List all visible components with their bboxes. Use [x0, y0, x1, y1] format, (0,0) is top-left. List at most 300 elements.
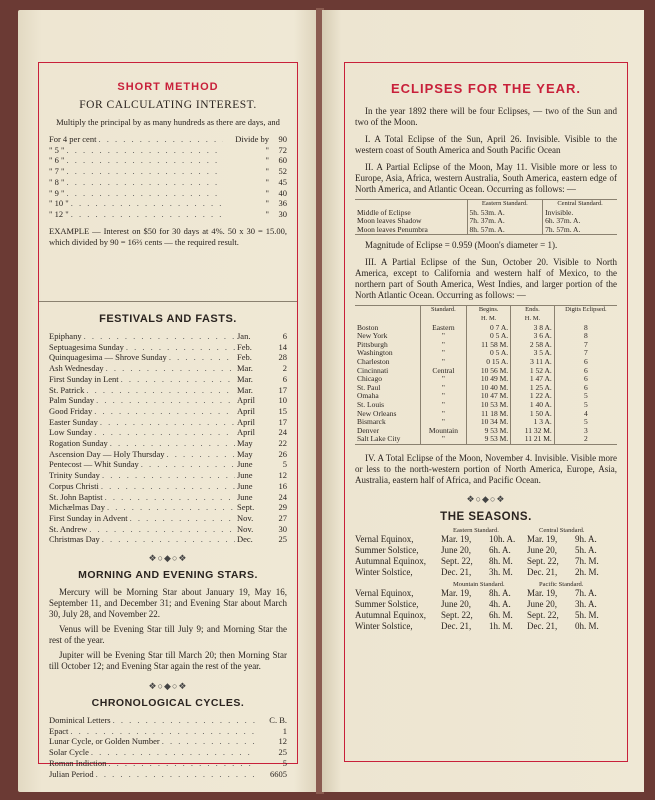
cycle-row	[49, 715, 287, 726]
festival-name: St. Andrew	[49, 523, 88, 534]
moon-table-row	[355, 226, 617, 235]
left-page-frame	[38, 62, 298, 779]
season-time: 6h. M.	[489, 609, 513, 620]
interest-divide-label: "	[265, 155, 269, 166]
interest-rate: " 8 "	[49, 176, 65, 187]
season-name: Vernal Equinox,	[355, 533, 414, 544]
cycle-value: 1	[282, 725, 287, 736]
leader-dots	[167, 449, 235, 460]
sun-digits: 5	[554, 392, 617, 401]
leader-dots	[96, 769, 255, 780]
festival-month: Mar.	[237, 363, 253, 374]
sun-standard: Eastern	[420, 324, 467, 333]
season-date: June 20,	[441, 598, 471, 609]
festival-name: St. John Baptist	[49, 491, 103, 502]
interest-rate: " 5 "	[49, 144, 65, 155]
season-date: Sept. 22,	[441, 555, 473, 566]
festival-month: April	[237, 416, 255, 427]
festival-month: Nov.	[237, 512, 254, 523]
festival-row	[49, 352, 287, 363]
sun-city: Boston	[357, 322, 379, 332]
festival-row	[49, 459, 287, 470]
festival-day: 17	[278, 384, 287, 395]
moon-col-central: Central Standard.	[543, 200, 617, 209]
interest-divide-label: "	[265, 166, 269, 177]
leader-dots	[70, 726, 255, 737]
eclipse-3: III. A Partial Eclipse of the Sun, October 20. Visible to North America, except to California and western half of Mexico, to the northern part of South America, West Indies, and larger portion of the North Atlantic Ocean. Occurring as follows: —	[355, 257, 617, 301]
festival-name: Pentecost — Whit Sunday	[49, 459, 139, 470]
interest-row	[49, 209, 287, 220]
seasons-header-b	[355, 581, 617, 588]
season-name: Autumnal Equinox,	[355, 609, 426, 620]
sun-eclipse-table	[355, 305, 617, 445]
season-date: Dec. 21,	[527, 620, 558, 631]
festival-row	[49, 524, 287, 535]
season-time: 6h. A.	[489, 544, 511, 555]
season-time: 1h. M.	[489, 620, 513, 631]
festival-day: 26	[278, 448, 287, 459]
season-row	[355, 534, 617, 545]
cycle-row	[49, 769, 287, 780]
sun-ends: 1 25 A.	[511, 384, 555, 393]
leader-dots	[94, 406, 235, 417]
festival-name: Rogation Sunday	[49, 438, 108, 449]
festival-row	[49, 534, 287, 545]
season-date: Mar. 19,	[527, 533, 558, 544]
festival-row	[49, 513, 287, 524]
sun-city: New York	[357, 331, 388, 341]
interest-rate: " 9 "	[49, 187, 65, 198]
leader-dots	[66, 166, 223, 177]
eclipses-section	[355, 81, 617, 632]
leader-dots	[71, 198, 223, 209]
season-time: 9h. A.	[575, 533, 597, 544]
right-page	[322, 10, 644, 792]
season-time: 4h. A.	[489, 598, 511, 609]
cycle-row	[49, 758, 287, 769]
festival-month: Jan.	[237, 331, 251, 341]
festival-day: 30	[278, 523, 287, 534]
moon-eastern-time: 7h. 37m. A.	[467, 217, 543, 226]
festival-day: 14	[278, 341, 287, 352]
festival-row	[49, 363, 287, 374]
festival-month: April	[237, 395, 255, 406]
sun-begins: 10 40 M.	[467, 384, 511, 393]
season-row	[355, 610, 617, 621]
cycle-name: Epact	[49, 725, 69, 736]
sun-table-row	[355, 324, 617, 333]
sun-ends: 2 58 A.	[511, 341, 555, 350]
festival-month: Nov.	[237, 523, 254, 534]
festival-month: May	[237, 448, 253, 459]
seasons-col-mountain: Mountain Standard.	[453, 580, 505, 588]
stars-venus: Venus will be Evening Star till July 9; and Morning Star the rest of the year.	[49, 624, 287, 645]
festival-row	[49, 331, 287, 342]
sun-digits: 6	[554, 367, 617, 376]
season-name: Winter Solstice,	[355, 620, 413, 631]
sun-city: Pittsburgh	[357, 339, 388, 349]
interest-row	[49, 177, 287, 188]
sun-standard: Mountain	[420, 427, 467, 436]
sun-begins: 11 58 M.	[467, 341, 511, 350]
festival-name: Trinity Sunday	[49, 470, 100, 481]
cycle-row	[49, 726, 287, 737]
eclipse-1: I. A Total Eclipse of the Sun, April 26. Invisible. Visible to the western coast of South America and South Pacific Ocean	[355, 134, 617, 155]
interest-rate: " 7 "	[49, 166, 65, 177]
festival-name: First Sunday in Advent	[49, 512, 128, 523]
sun-digits: 3	[554, 427, 617, 436]
season-date: Mar. 19,	[441, 587, 472, 598]
sun-city: Denver	[357, 425, 380, 435]
interest-divisor: 45	[278, 176, 287, 187]
leader-dots	[98, 134, 223, 145]
stars-mercury: Mercury will be Morning Star about January 19, May 16, September 11, and December 31; and Evening Star about March 30, July 28, and November 22.	[49, 587, 287, 619]
festivals-title: FESTIVALS AND FASTS.	[99, 313, 237, 325]
season-name: Vernal Equinox,	[355, 587, 414, 598]
interest-rate: " 6 "	[49, 155, 65, 166]
interest-divisor: 30	[278, 208, 287, 219]
season-date: Dec. 21,	[441, 566, 472, 577]
seasons-table-b	[355, 588, 617, 632]
festival-day: 27	[278, 512, 287, 523]
sun-city: Omaha	[357, 391, 379, 401]
cycle-row	[49, 736, 287, 747]
sun-unit-begins: H. M.	[467, 315, 511, 324]
festival-row	[49, 417, 287, 428]
interest-rate: " 10 "	[49, 198, 69, 209]
festival-month: Feb.	[237, 341, 252, 352]
sun-begins: 0 5 A.	[467, 332, 511, 341]
festival-row	[49, 481, 287, 492]
sun-digits: 5	[554, 418, 617, 427]
stars-jupiter: Jupiter will be Evening Star till March 20; then Morning Star till October 12; and Evening Star again the rest of the year.	[49, 650, 287, 671]
sun-standard: "	[420, 341, 467, 350]
sun-begins: 9 53 M.	[467, 435, 511, 444]
eclipse-2: II. A Partial Eclipse of the Moon, May 11. Visible more or less to Europe, Asia, Africa, western Australia, South America, eastern edge of North America, and Atlantic Ocean. Occurring as follows: —	[355, 162, 617, 194]
sun-standard: "	[420, 410, 467, 419]
season-date: Sept. 22,	[527, 609, 559, 620]
season-date: June 20,	[527, 544, 557, 555]
festival-month: April	[237, 405, 255, 416]
leader-dots	[126, 342, 235, 353]
festival-name: First Sunday in Lent	[49, 373, 119, 384]
moon-eastern-time: 8h. 57m. A.	[467, 226, 543, 235]
festival-row	[49, 385, 287, 396]
festival-name: Michælmas Day	[49, 502, 105, 513]
moon-eclipse-table	[355, 199, 617, 235]
festivals-list	[49, 331, 287, 545]
season-date: Mar. 19,	[441, 533, 472, 544]
right-page-frame	[344, 62, 628, 762]
sun-digits: 8	[554, 332, 617, 341]
cycle-name: Roman Indiction	[49, 757, 107, 768]
festival-name: St. Patrick	[49, 384, 85, 395]
short-method-section	[49, 81, 287, 248]
festival-month: May	[237, 438, 253, 449]
festival-day: 22	[278, 438, 287, 449]
sun-begins: 10 47 M.	[467, 392, 511, 401]
sun-ends: 1 50 A.	[511, 410, 555, 419]
sun-digits: 6	[554, 375, 617, 384]
festival-day: 5	[282, 459, 287, 470]
festival-name: Epiphany	[49, 331, 82, 341]
interest-row	[49, 155, 287, 166]
seasons-col-central: Central Standard.	[539, 526, 585, 534]
festival-month: Mar.	[237, 373, 253, 384]
leader-dots	[86, 385, 235, 396]
sun-begins: 11 18 M.	[467, 410, 511, 419]
sun-city: Cincinnati	[357, 365, 389, 375]
leader-dots	[107, 502, 235, 513]
season-name: Summer Solstice,	[355, 544, 419, 555]
festival-day: 6	[282, 331, 287, 341]
interest-row	[49, 134, 287, 145]
season-time: 0h. M.	[575, 620, 599, 631]
interest-row	[49, 145, 287, 156]
festival-day: 24	[278, 491, 287, 502]
sun-city: Salt Lake City	[357, 434, 401, 444]
season-date: June 20,	[441, 544, 471, 555]
interest-divide-label: Divide by	[235, 134, 269, 144]
cycle-name: Lunar Cycle, or Golden Number	[49, 736, 160, 747]
festival-day: 10	[278, 395, 287, 406]
short-method-subtitle: FOR CALCULATING INTEREST.	[79, 99, 257, 111]
sun-ends: 1 3 A.	[511, 418, 555, 427]
festival-name: Low Sunday	[49, 427, 93, 438]
cycles-title: CHRONOLOGICAL CYCLES.	[91, 697, 245, 709]
interest-divisor: 36	[278, 198, 287, 209]
festival-day: 6	[282, 373, 287, 384]
interest-row	[49, 188, 287, 199]
leader-dots	[66, 177, 223, 188]
leader-dots	[106, 363, 235, 374]
sun-standard: "	[420, 435, 467, 444]
interest-rate: For 4 per cent	[49, 134, 97, 144]
seasons-table-a	[355, 534, 617, 578]
interest-row	[49, 198, 287, 209]
festival-name: Ash Wednesday	[49, 363, 104, 374]
season-name: Autumnal Equinox,	[355, 555, 426, 566]
sun-table-row	[355, 341, 617, 350]
festival-row	[49, 374, 287, 385]
ornament-divider: ❖○◆○❖	[148, 553, 188, 563]
moon-eastern-time: 5h. 53m. A.	[467, 209, 543, 218]
sun-city: St. Paul	[357, 382, 381, 392]
ornament-divider: ❖○◆○❖	[466, 493, 506, 504]
sun-begins: 0 5 A.	[467, 349, 511, 358]
festival-row	[49, 406, 287, 417]
festival-month: Sept.	[237, 502, 255, 513]
interest-divisor: 60	[278, 155, 287, 166]
interest-divisor: 40	[278, 187, 287, 198]
festival-month: Dec.	[237, 534, 253, 545]
festival-month: June	[237, 459, 253, 470]
season-time: 3h. M.	[489, 566, 513, 577]
sun-col-digits: Digits Eclipsed.	[554, 306, 617, 315]
stars-section	[49, 569, 287, 672]
season-time: 5h. A.	[575, 544, 597, 555]
moon-central-time: 6h. 37m. A.	[543, 217, 617, 226]
sun-digits: 5	[554, 401, 617, 410]
festival-day: 12	[278, 470, 287, 481]
festival-name: Quinquagesima — Shrove Sunday	[49, 352, 167, 363]
festival-row	[49, 438, 287, 449]
sun-standard: "	[420, 332, 467, 341]
eclipses-title: ECLIPSES FOR THE YEAR.	[390, 81, 582, 96]
interest-rate: " 12 "	[49, 208, 69, 219]
cycle-value: C. B.	[269, 715, 287, 725]
leader-dots	[91, 747, 255, 758]
season-time: 7h. M.	[575, 555, 599, 566]
interest-row	[49, 166, 287, 177]
season-row	[355, 621, 617, 632]
cycles-section	[49, 697, 287, 779]
leader-dots	[162, 736, 255, 747]
leader-dots	[84, 331, 235, 342]
season-time: 5h. M.	[575, 609, 599, 620]
leader-dots	[105, 492, 235, 503]
festival-name: Ascension Day — Holy Thursday	[49, 448, 165, 459]
interest-divide-label: "	[265, 187, 269, 198]
festival-day: 17	[278, 416, 287, 427]
festival-row	[49, 449, 287, 460]
cycle-value: 12	[278, 736, 287, 747]
festival-month: Mar.	[237, 384, 253, 395]
festival-name: Corpus Christi	[49, 480, 99, 491]
leader-dots	[101, 481, 235, 492]
season-time: 8h. A.	[489, 587, 511, 598]
leader-dots	[94, 427, 235, 438]
season-time: 7h. A.	[575, 587, 597, 598]
sun-standard: "	[420, 384, 467, 393]
leader-dots	[121, 374, 235, 385]
interest-divisor: 72	[278, 144, 287, 155]
festival-name: Palm Sunday	[49, 395, 95, 406]
festival-day: 24	[278, 427, 287, 438]
leader-dots	[100, 417, 235, 428]
festival-row	[49, 342, 287, 353]
sun-digits: 2	[554, 435, 617, 444]
moon-phase: Moon leaves Penumbra	[357, 224, 428, 234]
sun-standard: Central	[420, 367, 467, 376]
season-row	[355, 567, 617, 578]
leader-dots	[71, 209, 223, 220]
festival-row	[49, 470, 287, 481]
eclipses-intro: In the year 1892 there will be four Eclipses, — two of the Sun and two of the Moon.	[355, 106, 617, 127]
festival-month: June	[237, 480, 253, 491]
festival-day: 29	[278, 502, 287, 513]
leader-dots	[108, 758, 255, 769]
sun-ends: 3 8 A.	[511, 324, 555, 333]
moon-central-time: Invisible.	[543, 209, 617, 218]
festival-month: April	[237, 427, 255, 438]
season-time: 8h. M.	[489, 555, 513, 566]
season-name: Summer Solstice,	[355, 598, 419, 609]
interest-divisor: 90	[278, 134, 287, 144]
sun-standard: "	[420, 418, 467, 427]
cycle-row	[49, 747, 287, 758]
sun-unit-ends: H. M.	[511, 315, 555, 324]
festival-row	[49, 427, 287, 438]
festival-month: June	[237, 470, 253, 481]
seasons-col-pacific: Pacific Standard.	[539, 580, 584, 588]
sun-ends: 1 47 A.	[511, 375, 555, 384]
season-date: Dec. 21,	[527, 566, 558, 577]
festival-month: June	[237, 491, 253, 502]
season-time: 2h. M.	[575, 566, 599, 577]
season-row	[355, 556, 617, 567]
seasons-header-a	[355, 527, 617, 534]
sun-begins: 10 56 M.	[467, 367, 511, 376]
sun-begins: 0 7 A.	[467, 324, 511, 333]
leader-dots	[89, 524, 235, 535]
sun-begins: 10 34 M.	[467, 418, 511, 427]
stars-title: MORNING AND EVENING STARS.	[78, 569, 258, 581]
festival-name: Good Friday	[49, 405, 93, 416]
seasons-title: THE SEASONS.	[440, 510, 532, 523]
festival-day: 28	[278, 352, 287, 363]
cycles-list	[49, 715, 287, 779]
sun-standard: "	[420, 358, 467, 367]
eclipse-4: IV. A Total Eclipse of the Moon, November 4. Invisible. Visible more or less to the north-western portion of North America, Europe, Asia, Australia, eastern half of Africa, and Pacific Ocean.	[355, 452, 617, 485]
sun-ends: 1 52 A.	[511, 367, 555, 376]
interest-example: EXAMPLE — Interest on $50 for 30 days at 4%. 50 x 30 = 15.00, which divided by 90 = 16⅔ cents — the required result.	[49, 225, 287, 247]
season-row	[355, 588, 617, 599]
season-date: June 20,	[527, 598, 557, 609]
leader-dots	[102, 470, 235, 481]
sun-col-ends: Ends.	[511, 306, 555, 315]
season-date: Mar. 19,	[527, 587, 558, 598]
sun-table-row	[355, 435, 617, 444]
interest-table	[49, 134, 287, 220]
sun-ends: 11 32 M.	[511, 427, 555, 436]
season-row	[355, 599, 617, 610]
sun-city: Charleston	[357, 356, 390, 366]
interest-divide-label: "	[265, 144, 269, 155]
sun-digits: 8	[554, 324, 617, 333]
moon-col-eastern: Eastern Standard.	[467, 200, 543, 209]
leader-dots	[110, 438, 235, 449]
short-method-intro: Multiply the principal by as many hundreds as there are days, and	[56, 117, 280, 127]
leader-dots	[141, 459, 235, 470]
festival-name: Septuagesima Sunday	[49, 341, 124, 352]
cycle-value: 5	[282, 757, 287, 768]
season-name: Winter Solstice,	[355, 566, 413, 577]
festival-row	[49, 492, 287, 503]
sun-city: Chicago	[357, 374, 382, 384]
leader-dots	[66, 155, 223, 166]
cycle-name: Solar Cycle	[49, 747, 89, 758]
moon-central-time: 7h. 57m. A.	[543, 226, 617, 235]
sun-ends: 11 21 M.	[511, 435, 555, 444]
season-time: 3h. A.	[575, 598, 597, 609]
sun-begins: 0 15 A.	[467, 358, 511, 367]
ornament-divider: ❖○◆○❖	[148, 681, 188, 691]
left-page	[18, 10, 318, 792]
sun-standard: "	[420, 401, 467, 410]
seasons-col-eastern: Eastern Standard.	[453, 526, 499, 534]
sun-digits: 6	[554, 358, 617, 367]
season-date: Sept. 22,	[441, 609, 473, 620]
sun-standard: "	[420, 349, 467, 358]
sun-begins: 10 49 M.	[467, 375, 511, 384]
sun-standard: "	[420, 392, 467, 401]
eclipse-magnitude: Magnitude of Eclipse = 0.959 (Moon's diameter = 1).	[365, 240, 558, 251]
sun-standard: "	[420, 375, 467, 384]
festival-row	[49, 502, 287, 513]
festival-name: Christmas Day	[49, 534, 100, 545]
festival-day: 25	[278, 534, 287, 545]
